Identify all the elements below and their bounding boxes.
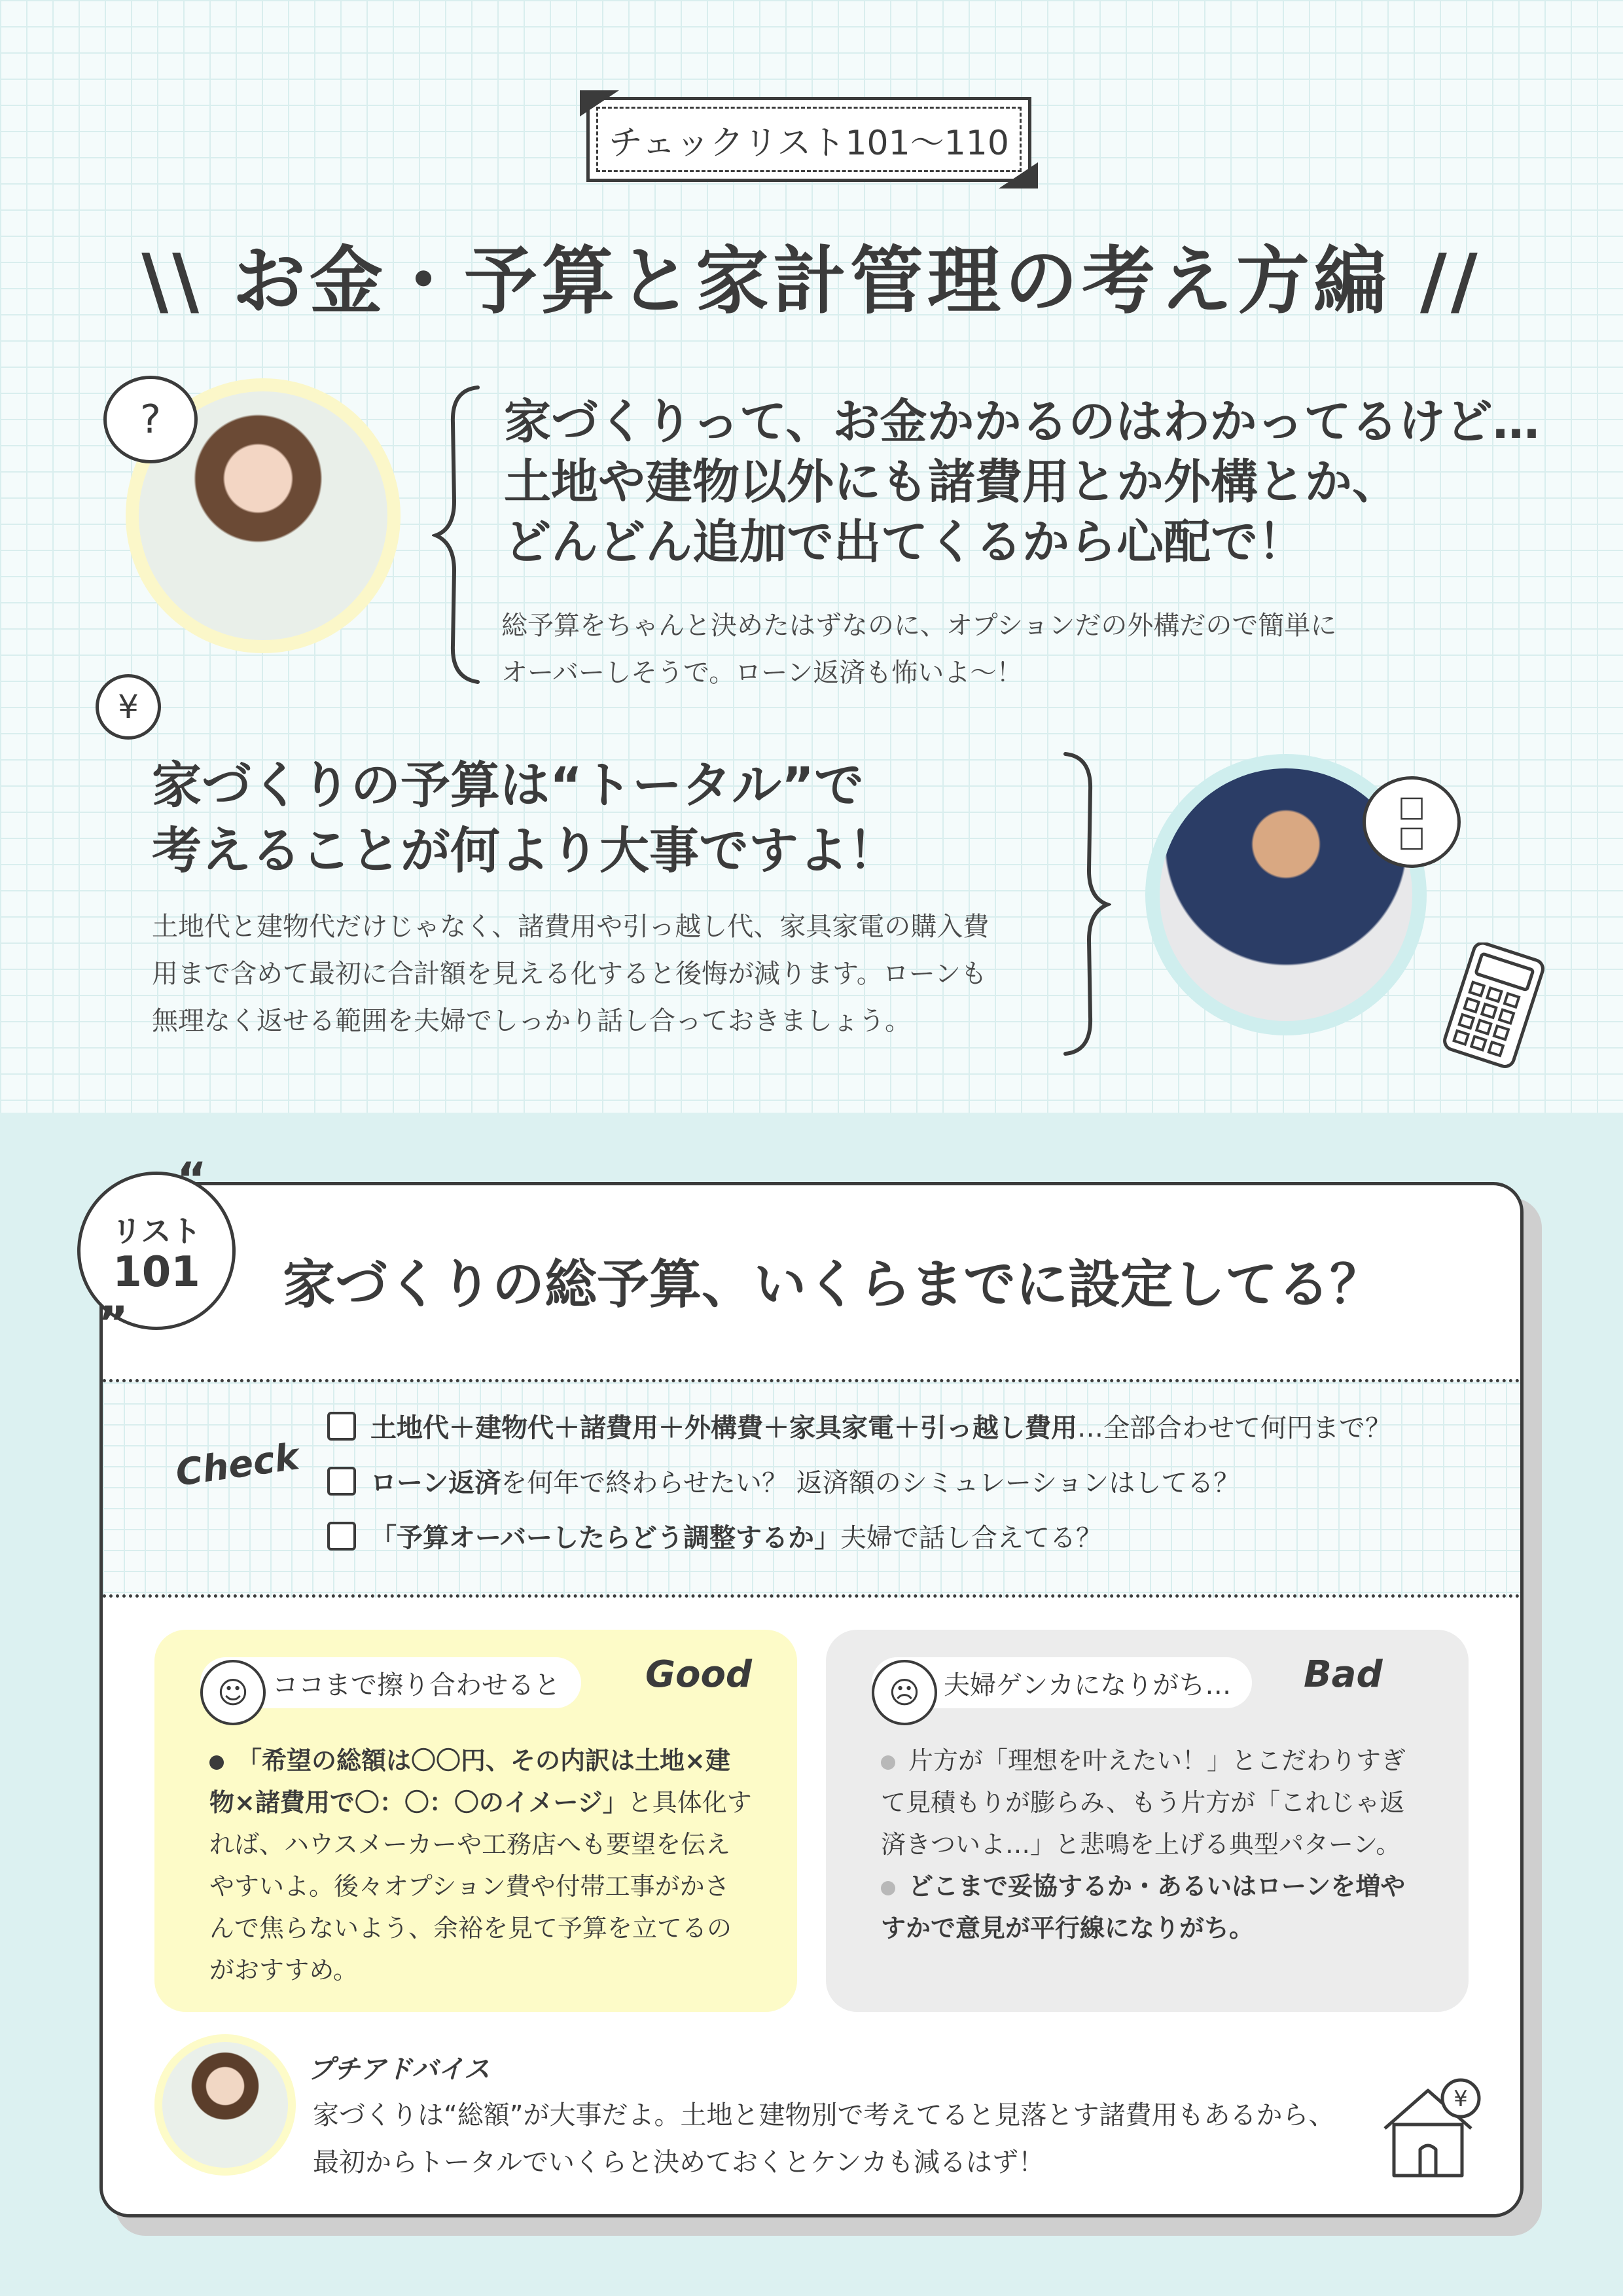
house-yen-symbol: ¥	[1454, 2086, 1468, 2112]
intro-question-line: 家づくりって、お金かかるのはわかってるけど…	[504, 394, 1540, 449]
bubble-mark: □	[1398, 790, 1425, 823]
intro-question-sub	[501, 602, 1470, 696]
bad-panel-body	[881, 1740, 1424, 1949]
quote-marks-decoration	[98, 1158, 255, 1342]
house-icon	[1377, 2076, 1488, 2181]
bad-item	[881, 1740, 1424, 1865]
intro-answer-sub	[152, 903, 1055, 1045]
happy-face-icon	[200, 1660, 266, 1725]
advice-text	[313, 2092, 1373, 2186]
bullet-dot	[881, 1755, 895, 1770]
check-item-rest: を何年で終わらせたい？ 返済額のシミュレーションはしてる？	[501, 1468, 1240, 1498]
bad-item	[881, 1865, 1424, 1949]
intro-question-sub-line: 総予算をちゃんと決めたはずなのに、オプションだの外構だので簡単に	[501, 611, 1337, 641]
confused-bubble-icon	[103, 376, 198, 463]
check-item-bold: ローン返済	[370, 1468, 501, 1498]
checkbox[interactable]	[327, 1467, 356, 1496]
intro-answer	[152, 753, 898, 884]
checkbox[interactable]	[327, 1522, 356, 1551]
check-item-bold: 土地代＋建物代＋諸費用＋外構費＋家具家電＋引っ越し費用	[370, 1413, 1077, 1443]
intro-question-sub-line: オーバーしそうで。ローン返済も怖いよ〜！	[501, 658, 1023, 688]
check-item-text	[370, 1517, 1102, 1554]
check-item[interactable]	[327, 1462, 1240, 1499]
check-item-bold: 「予算オーバーしたらどう調整するか」	[370, 1523, 840, 1553]
intro-answer-sub-line: 無理なく返せる範囲を夫婦でしっかり話し合っておきましょう。	[152, 1006, 911, 1036]
checklist-tag-label: チェックリスト101〜110	[609, 123, 1009, 163]
angry-face-glyph: ☹	[889, 1675, 920, 1710]
check-item-rest: …全部合わせて何円まで？	[1077, 1413, 1391, 1443]
intro-question-line: 土地や建物以外にも諸費用とか外構とか、	[504, 454, 1400, 509]
good-bold-text: 「希望の総額は〇〇円、その内訳は土地×建物×諸費用で〇：〇：〇のイメージ」	[209, 1746, 730, 1817]
svg-text:”: ”	[98, 1297, 129, 1342]
good-rest-text: と具体化すれば、ハウスメーカーや工務店へも要望を伝えやすいよ。後々オプション費や付帯工事がかさんで焦らないよう、余裕を見て予算を立てるのがおすすめ。	[209, 1788, 752, 1984]
check-word: Check	[173, 1435, 302, 1495]
left-brace-decoration	[432, 384, 484, 685]
bad-panel	[826, 1630, 1469, 2012]
list-badge-number: 101	[113, 1248, 200, 1297]
good-panel-head-text: ココまで擦り合わせると	[272, 1670, 560, 1700]
list-badge-label: リスト	[111, 1213, 202, 1249]
avatar-advisor	[154, 2034, 296, 2176]
advice-line: 家づくりは“総額”が大事だよ。土地と建物別で考えてると見落とす諸費用もあるから、	[313, 2100, 1335, 2130]
good-badge: Good	[645, 1653, 752, 1696]
right-brace-decoration	[1059, 750, 1111, 1058]
svg-text:“: “	[177, 1158, 207, 1206]
intro-question	[504, 391, 1540, 572]
intro-question-line: どんどん追加で出てくるから心配で！	[504, 514, 1306, 569]
bullet-dot	[881, 1881, 895, 1895]
yen-symbol: ¥	[118, 688, 139, 726]
tag-corner-decoration	[580, 90, 1038, 188]
advice-label: プチアドバイス	[308, 2054, 490, 2085]
check-item[interactable]	[327, 1517, 1102, 1554]
speech-bubble-icon	[1363, 776, 1461, 868]
list-question-title: 家づくりの総予算、いくらまでに設定してる？	[283, 1254, 1382, 1315]
intro-answer-line: 家づくりの予算は“トータル”で	[152, 756, 864, 814]
happy-face-glyph: ☺	[217, 1675, 249, 1710]
yen-icon	[96, 674, 161, 740]
bad-panel-head-text: 夫婦ゲンカになりがち…	[944, 1670, 1232, 1700]
bubble-mark: □	[1398, 820, 1425, 853]
intro-answer-sub-line: 土地代と建物代だけじゃなく、諸費用や引っ越し代、家具家電の購入費	[152, 912, 990, 942]
page-title: \\ お金・予算と家計管理の考え方編 //	[141, 239, 1482, 324]
good-panel	[154, 1630, 797, 2012]
bullet-dot	[209, 1755, 224, 1770]
checkbox[interactable]	[327, 1412, 356, 1441]
check-item-rest: 夫婦で話し合えてる？	[840, 1523, 1102, 1553]
advice-line: 最初からトータルでいくらと決めておくとケンカも減るはず！	[313, 2147, 1044, 2178]
check-item[interactable]	[327, 1407, 1391, 1444]
bad-item-text: 片方が「理想を叶えたい！」とこだわりすぎて見積もりが膨らみ、もう片方が「これじゃ返済きついよ…」と悲鳴を上げる典型パターン。	[881, 1746, 1406, 1859]
calculator-icon	[1431, 942, 1555, 1073]
bad-badge: Bad	[1304, 1653, 1383, 1696]
bad-item-text: どこまで妥協するか・あるいはローンを増やすかで意見が平行線になりがち。	[881, 1872, 1406, 1943]
intro-answer-line: 考えることが何より大事ですよ！	[152, 821, 898, 880]
check-item-text	[370, 1407, 1391, 1444]
intro-answer-sub-line: 用まで含めて最初に合計額を見える化すると後悔が減ります。ローンも	[152, 959, 987, 989]
angry-face-icon	[872, 1660, 937, 1725]
check-item-text	[370, 1462, 1240, 1499]
confused-mark: ?	[140, 397, 161, 442]
good-panel-body	[209, 1740, 753, 1991]
